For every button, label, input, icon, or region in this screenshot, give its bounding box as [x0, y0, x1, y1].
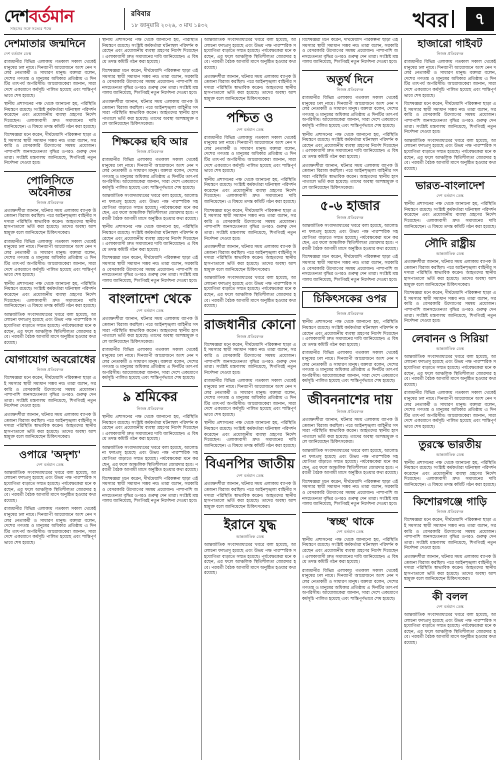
- article-body: আন্তর্জাতিক সংবাদমাধ্যমের খবরে বলা হয়েছে, আলোচনা ফলপ্রসূ হয়েছে এবং উভয় পক্ষ পারস্পরিক সহযোগিতা বাড়াতে সম্মত হয়েছে। পর্যবেক্ষকেরা মনে করছেন, এর ফলে আঞ্চলিক স্থিতিশীলতা জোরদার হবে। পরবর্তী বৈঠক আগামী মাসে অনুষ্ঠিত হওয়ার কথা রয়েছে।: [404, 138, 496, 172]
- article-byline: আন্তর্জাতিক ডেস্ক: [436, 251, 464, 257]
- article-headline[interactable]: চিকিৎসকের ওপর: [313, 293, 387, 306]
- article-headline[interactable]: বাংলাদেশ থেকে: [108, 292, 192, 308]
- article-headline[interactable]: জীবননাশের দায়: [307, 392, 393, 408]
- article-headline[interactable]: কী বলল: [432, 591, 468, 603]
- day-name: রবিবার: [131, 10, 151, 18]
- article-byline: আন্তর্জাতিক ডেস্ক: [436, 451, 464, 457]
- article-headline[interactable]: দেশমাতার জন্মদিনে: [4, 38, 86, 50]
- article[interactable]: [4, 175, 96, 347]
- article-headline[interactable]: রাজধানীর কোনো: [204, 317, 296, 333]
- article[interactable]: [204, 111, 296, 310]
- article-body: আন্তর্জাতিক সংবাদমাধ্যমের খবরে বলা হয়েছে, আলোচনা ফলপ্রসূ হয়েছে এবং উভয় পক্ষ পারস্পরিক সহযোগিতা বাড়াতে সম্মত হয়েছে। পর্যবেক্ষকেরা মনে করছেন, এর ফলে আঞ্চলিক স্থিতিশীলতা জোরদার হবে। পরবর্তী বৈঠক আগামী মাসে অনুষ্ঠিত হওয়ার কথা রয়েছে।: [302, 224, 398, 252]
- article[interactable]: [4, 38, 96, 167]
- article-body: রাজধানীর বিভিন্ন এলাকায় গতকাল সকাল থেকেই মানুষের ঢল নামে। দিনব্যাপী আয়োজনে অংশ নেন দলের নেতাকর্মী ও সাধারণ মানুষ। বক্তারা বলেন, দেশের গণতন্ত্র ও মানুষের অধিকার প্রতিষ্ঠায় এ দিনটির তাৎপর্য অপরিসীম। আয়োজকেরা জানান, সারা দেশে একযোগে কর্মসূচি পালিত হয়েছে এবং শান্তিপূর্ণভাবে শেষ হয়েছে।: [102, 348, 198, 382]
- article[interactable]: [404, 333, 496, 431]
- article[interactable]: [204, 518, 296, 577]
- article-body: রাজধানীর বিভিন্ন এলাকায় গতকাল সকাল থেকেই মানুষের ঢল নামে। দিনব্যাপী আয়োজনে অংশ নেন দলের নেতাকর্মী ও সাধারণ মানুষ। বক্তারা বলেন, দেশের গণতন্ত্র ও মানুষের অধিকার প্রতিষ্ঠায় এ দিনটির তাৎপর্য অপরিসীম। আয়োজকেরা জানান, সারা দেশে একযোগে কর্মসূচি পালিত হয়েছে এবং শান্তিপূর্ণভাবে শেষ হয়েছে।: [204, 135, 296, 175]
- article-body: স্থানীয় প্রশাসনের পক্ষ থেকে জানানো হয়, পরিস্থিতি নিয়ন্ত্রণে রয়েছে। সংশ্লিষ্ট কর্মকর্তারা ঘটনাস্থল পরিদর্শন করেছেন এবং প্রয়োজনীয় ব্যবস্থা গ্রহণের নির্দেশ দিয়েছেন। এলাকাবাসী দ্রুত সমাধানের দাবি জানিয়েছেন। এ বিষয়ে তদন্ত কমিটি গঠন করা হয়েছে।: [404, 202, 496, 230]
- article-body: স্থানীয় প্রশাসনের পক্ষ থেকে জানানো হয়, পরিস্থিতি নিয়ন্ত্রণে রয়েছে। সংশ্লিষ্ট কর্মকর্তারা ঘটনাস্থল পরিদর্শন করেছেন এবং প্রয়োজনীয় ব্যবস্থা গ্রহণের নির্দেশ দিয়েছেন। এলাকাবাসী দ্রুত সমাধানের দাবি জানিয়েছেন। এ বিষয়ে তদন্ত কমিটি গঠন করা হয়েছে।: [4, 281, 96, 310]
- article-body: আন্তর্জাতিক সংবাদমাধ্যমের খবরে বলা হয়েছে, আলোচনা ফলপ্রসূ হয়েছে এবং উভয় পক্ষ পারস্পরিক সহযোগিতা বাড়াতে সম্মত হয়েছে। পর্যবেক্ষকেরা মনে করছেন, এর ফলে আঞ্চলিক স্থিতিশীলতা জোরদার হবে। পরবর্তী বৈঠক আগামী মাসে অনুষ্ঠিত হওয়ার কথা রয়েছে।: [102, 445, 198, 474]
- divider: [404, 329, 496, 330]
- divider: [4, 171, 96, 172]
- article-body: আন্তর্জাতিক সংবাদমাধ্যমের খবরে বলা হয়েছে, আলোচনা ফলপ্রসূ হয়েছে এবং উভয় পক্ষ পারস্পরিক সহযোগিতা বাড়াতে সম্মত হয়েছে। পর্যবেক্ষকেরা মনে করছেন, এর ফলে আঞ্চলিক স্থিতিশীলতা জোরদার হবে। পরবর্তী বৈঠক আগামী মাসে অনুষ্ঠিত হওয়ার কথা রয়েছে।: [404, 354, 496, 388]
- date-line: ১৮ জানুয়ারি ২০২৬, ৩ মাঘ ১৪৩২: [131, 23, 209, 29]
- article-headline[interactable]: যোগাযোগ অবরোধের: [4, 354, 96, 367]
- article-body: বিশেষজ্ঞরা মনে করেন, দীর্ঘমেয়াদি পরিকল্পনা ছাড়া এই সমস্যার স্থায়ী সমাধান সম্ভব নয়। তারা বলেন, সরকারি ও বেসরকারি উদ্যোগের সমন্বয় প্রয়োজন। পাশাপাশি জনসচেতনতা বৃদ্ধির ওপরও গুরুত্ব দেন তারা। সংশ্লিষ্ট মন্ত্রণালয় জানিয়েছে, শিগগিরই নতুন নির্দেশনা দেওয়া হবে।: [4, 376, 96, 410]
- article-body: প্রত্যক্ষদর্শীরা জানান, ঘটনার সময় এলাকায় ব্যাপক উত্তেজনা বিরাজ করছিল। পরে আইনশৃঙ্খলা বাহিনীর সদস্যরা পরিস্থিতি স্বাভাবিক করেন। আহতদের স্থানীয় হাসপাতালে ভর্তি করা হয়েছে। তাদের অবস্থা আশঙ্কামুক্ত বলে জানিয়েছেন চিকিৎসকেরা।: [4, 208, 96, 237]
- divider: [4, 350, 96, 351]
- column-3: [204, 38, 296, 760]
- divider: [302, 195, 398, 196]
- article-byline: নিজস্ব প্রতিবেদক: [336, 408, 364, 414]
- article-body: স্থানীয় প্রশাসনের পক্ষ থেকে জানানো হয়, পরিস্থিতি নিয়ন্ত্রণে রয়েছে। সংশ্লিষ্ট কর্মকর্তারা ঘটনাস্থল পরিদর্শন করেছেন এবং প্রয়োজনীয় ব্যবস্থা গ্রহণের নির্দেশ দিয়েছেন। এলাকাবাসী দ্রুত সমাধানের দাবি জানিয়েছেন। এ বিষয়ে তদন্ত কমিটি গঠন করা হয়েছে।: [102, 225, 198, 253]
- column-rule: [401, 38, 402, 760]
- article-byline: আন্তর্জাতিক ডেস্ক: [236, 534, 264, 540]
- article-body: আন্তর্জাতিক সংবাদমাধ্যমের খবরে বলা হয়েছে, আলোচনা ফলপ্রসূ হয়েছে এবং উভয় পক্ষ পারস্পরিক সহযোগিতা বাড়াতে সম্মত হয়েছে। পর্যবেক্ষকেরা মনে করছেন, এর ফলে আঞ্চলিক স্থিতিশীলতা জোরদার হবে। পরবর্তী বৈঠক আগামী মাসে অনুষ্ঠিত হওয়ার কথা রয়েছে।: [204, 276, 296, 310]
- article-body: প্রত্যক্ষদর্শীরা জানান, ঘটনার সময় এলাকায় ব্যাপক উত্তেজনা বিরাজ করছিল। পরে আইনশৃঙ্খলা বাহিনীর সদস্যরা পরিস্থিতি স্বাভাবিক করেন। আহতদের স্থানীয় হাসপাতালে ভর্তি করা হয়েছে। তাদের অবস্থা আশঙ্কামুক্ত বলে জানিয়েছেন চিকিৎসকেরা।: [204, 74, 296, 102]
- masthead-separator: [452, 10, 454, 28]
- article-headline[interactable]: 'স্বচ্ছ' থাকে: [326, 515, 374, 528]
- article-body: রাজধানীর বিভিন্ন এলাকায় গতকাল সকাল থেকেই মানুষের ঢল নামে। দিনব্যাপী আয়োজনে অংশ নেন দলের নেতাকর্মী ও সাধারণ মানুষ। বক্তারা বলেন, দেশের গণতন্ত্র ও মানুষের অধিকার প্রতিষ্ঠায় এ দিনটির তাৎপর্য অপরিসীম। আয়োজকেরা জানান, সারা দেশে একযোগে কর্মসূচি পালিত হয়েছে এবং শান্তিপূর্ণভাবে শেষ হয়েছে।: [404, 391, 496, 430]
- divider: [204, 453, 296, 454]
- article-headline[interactable]: ওপারে 'অদৃশ্য': [19, 448, 81, 461]
- article-body: স্থানীয় প্রশাসনের পক্ষ থেকে জানানো হয়, পরিস্থিতি নিয়ন্ত্রণে রয়েছে। সংশ্লিষ্ট কর্মকর্তারা ঘটনাস্থল পরিদর্শন করেছেন এবং প্রয়োজনীয় ব্যবস্থা গ্রহণের নির্দেশ দিয়েছেন। এলাকাবাসী দ্রুত সমাধানের দাবি জানিয়েছেন। এ বিষয়ে তদন্ত কমিটি গঠন করা হয়েছে।: [204, 177, 296, 206]
- article-byline: আন্তর্জাতিক ডেস্ক: [436, 345, 464, 351]
- divider: [302, 512, 398, 513]
- article-body: স্থানীয় প্রশাসনের পক্ষ থেকে জানানো হয়, পরিস্থিতি নিয়ন্ত্রণে রয়েছে। সংশ্লিষ্ট কর্মকর্তারা ঘটনাস্থল পরিদর্শন করেছেন এবং প্রয়োজনীয় ব্যবস্থা গ্রহণের নির্দেশ দিয়েছেন। এলাকাবাসী দ্রুত সমাধানের দাবি জানিয়েছেন। এ বিষয়ে তদন্ত কমিটি গঠন করা হয়েছে।: [102, 414, 198, 443]
- article[interactable]: [4, 354, 96, 441]
- article[interactable]: [204, 457, 296, 510]
- article-body: রাজধানীর বিভিন্ন এলাকায় গতকাল সকাল থেকেই মানুষের ঢল নামে। দিনব্যাপী আয়োজনে অংশ নেন দলের নেতাকর্মী ও সাধারণ মানুষ। বক্তারা বলেন, দেশের গণতন্ত্র ও মানুষের অধিকার প্রতিষ্ঠায় এ দিনটির তাৎপর্য অপরিসীম। আয়োজকেরা জানান, সারা দেশে একযোগে কর্মসূচি পালিত হয়েছে এবং শান্তিপূর্ণভাবে শেষ হয়েছে।: [4, 60, 96, 99]
- article-body: প্রত্যক্ষদর্শীরা জানান, ঘটনার সময় এলাকায় ব্যাপক উত্তেজনা বিরাজ করছিল। পরে আইনশৃঙ্খলা বাহিনীর সদস্যরা পরিস্থিতি স্বাভাবিক করেন। আহতদের স্থানীয় হাসপাতালে ভর্তি করা হয়েছে। তাদের অবস্থা আশঙ্কামুক্ত বলে জানিয়েছেন চিকিৎসকেরা।: [404, 555, 496, 583]
- divider: [404, 587, 496, 588]
- article-byline: দেশ বর্তমান ডেস্ক: [436, 193, 464, 199]
- article-headline[interactable]: কিশোরগঞ্জে গাড়ি: [413, 496, 487, 509]
- logo-word-desh: দেশ: [4, 7, 29, 27]
- article-byline: নিজস্ব প্রতিবেদক: [136, 148, 164, 154]
- column-2: [102, 38, 198, 760]
- article-byline: নিজস্ব প্রতিবেদক: [36, 199, 64, 205]
- article-body: প্রত্যক্ষদর্শীরা জানান, ঘটনার সময় এলাকায় ব্যাপক উত্তেজনা বিরাজ করছিল। পরে আইনশৃঙ্খলা বাহিনীর সদস্যরা পরিস্থিতি স্বাভাবিক করেন। আহতদের স্থানীয় হাসপাতালে ভর্তি করা হয়েছে। তাদের অবস্থা আশঙ্কামুক্ত বলে জানিয়েছেন চিকিৎসকেরা।: [102, 99, 198, 128]
- article-body: আন্তর্জাতিক সংবাদমাধ্যমের খবরে বলা হয়েছে, আলোচনা ফলপ্রসূ হয়েছে এবং উভয় পক্ষ পারস্পরিক সহযোগিতা বাড়াতে সম্মত হয়েছে। পর্যবেক্ষকেরা মনে করছেন, এর ফলে আঞ্চলিক স্থিতিশীলতা জোরদার হবে। পরবর্তী বৈঠক আগামী মাসে অনুষ্ঠিত হওয়ার কথা রয়েছে।: [302, 448, 398, 477]
- article[interactable]: [102, 390, 198, 505]
- article[interactable]: [4, 449, 96, 547]
- divider: [102, 288, 198, 289]
- article[interactable]: [302, 393, 398, 508]
- article[interactable]: [404, 180, 496, 230]
- column-rule: [99, 38, 100, 760]
- article-byline: দেশ বর্তমান ডেস্ক: [4, 51, 32, 56]
- article-body: বিশেষজ্ঞরা মনে করেন, দীর্ঘমেয়াদি পরিকল্পনা ছাড়া এই সমস্যার স্থায়ী সমাধান সম্ভব নয়। তারা বলেন, সরকারি ও বেসরকারি উদ্যোগের সমন্বয় প্রয়োজন। পাশাপাশি জনসচেতনতা বৃদ্ধির ওপরও গুরুত্ব দেন তারা। সংশ্লিষ্ট মন্ত্রণালয় জানিয়েছে, শিগগিরই নতুন নির্দেশনা দেওয়া হবে।: [102, 68, 198, 97]
- article-body: রাজধানীর বিভিন্ন এলাকায় গতকাল সকাল থেকেই মানুষের ঢল নামে। দিনব্যাপী আয়োজনে অংশ নেন দলের নেতাকর্মী ও সাধারণ মানুষ। বক্তারা বলেন, দেশের গণতন্ত্র ও মানুষের অধিকার প্রতিষ্ঠায় এ দিনটির তাৎপর্য অপরিসীম। আয়োজকেরা জানান, সারা দেশে একযোগে কর্মসূচি পালিত হয়েছে এবং শান্তিপূর্ণভাবে শেষ হয়েছে।: [404, 60, 496, 99]
- article-byline: দেশ বর্তমান ডেস্ক: [36, 461, 64, 467]
- article-body: আন্তর্জাতিক সংবাদমাধ্যমের খবরে বলা হয়েছে, আলোচনা ফলপ্রসূ হয়েছে এবং উভয় পক্ষ পারস্পরিক সহযোগিতা বাড়াতে সম্মত হয়েছে। পর্যবেক্ষকেরা মনে করছেন, এর ফলে আঞ্চলিক স্থিতিশীলতা জোরদার হবে। পরবর্তী বৈঠক আগামী মাসে অনুষ্ঠিত হওয়ার কথা রয়েছে।: [4, 312, 96, 346]
- divider: [102, 386, 198, 387]
- divider: [404, 176, 496, 177]
- article-body: স্থানীয় প্রশাসনের পক্ষ থেকে জানানো হয়, পরিস্থিতি নিয়ন্ত্রণে রয়েছে। সংশ্লিষ্ট কর্মকর্তারা ঘটনাস্থল পরিদর্শন করেছেন এবং প্রয়োজনীয় ব্যবস্থা গ্রহণের নির্দেশ দিয়েছেন। এলাকাবাসী দ্রুত সমাধানের দাবি জানিয়েছেন। এ বিষয়ে তদন্ত কমিটি গঠন করা হয়েছে।: [302, 320, 398, 348]
- article-body: বিশেষজ্ঞরা মনে করেন, দীর্ঘমেয়াদি পরিকল্পনা ছাড়া এই সমস্যার স্থায়ী সমাধান সম্ভব নয়। তারা বলেন, সরকারি ও বেসরকারি উদ্যোগের সমন্বয় প্রয়োজন। পাশাপাশি জনসচেতনতা বৃদ্ধির ওপরও গুরুত্ব দেন তারা। সংশ্লিষ্ট মন্ত্রণালয় জানিয়েছে, শিগগিরই নতুন নির্দেশনা দেওয়া হবে।: [404, 102, 496, 136]
- article-headline[interactable]: সৌদি রাষ্ট্রীয়: [424, 238, 476, 251]
- article-byline: নিজস্ব প্রতিবেদক: [336, 215, 364, 221]
- article-byline: নিজস্ব প্রতিবেদক: [436, 509, 464, 515]
- article[interactable]: [302, 74, 398, 192]
- article[interactable]: [404, 591, 496, 647]
- article-body: রাজধানীর বিভিন্ন এলাকায় গতকাল সকাল থেকেই মানুষের ঢল নামে। দিনব্যাপী আয়োজনে অংশ নেন দলের নেতাকর্মী ও সাধারণ মানুষ। বক্তারা বলেন, দেশের গণতন্ত্র ও মানুষের অধিকার প্রতিষ্ঠায় এ দিনটির তাৎপর্য অপরিসীম। আয়োজকেরা জানান, সারা দেশে একযোগে কর্মসূচি পালিত হয়েছে এবং শান্তিপূর্ণভাবে শেষ হয়েছে।: [4, 507, 96, 546]
- divider: [302, 389, 398, 390]
- article-body: রাজধানীর বিভিন্ন এলাকায় গতকাল সকাল থেকেই মানুষের ঢল নামে। দিনব্যাপী আয়োজনে অংশ নেন দলের নেতাকর্মী ও সাধারণ মানুষ। বক্তারা বলেন, দেশের গণতন্ত্র ও মানুষের অধিকার প্রতিষ্ঠায় এ দিনটির তাৎপর্য অপরিসীম। আয়োজকেরা জানান, সারা দেশে একযোগে কর্মসূচি পালিত হয়েছে এবং শান্তিপূর্ণভাবে শেষ হয়েছে।: [102, 157, 198, 191]
- article-body: প্রত্যক্ষদর্শীরা জানান, ঘটনার সময় এলাকায় ব্যাপক উত্তেজনা বিরাজ করছিল। পরে আইনশৃঙ্খলা বাহিনীর সদস্যরা পরিস্থিতি স্বাভাবিক করেন। আহতদের স্থানীয় হাসপাতালে ভর্তি করা হয়েছে। তাদের অবস্থা আশঙ্কামুক্ত বলে জানিয়েছেন চিকিৎসকেরা।: [204, 482, 296, 510]
- divider: [204, 314, 296, 315]
- article-body: স্থানীয় প্রশাসনের পক্ষ থেকে জানানো হয়, পরিস্থিতি নিয়ন্ত্রণে রয়েছে। সংশ্লিষ্ট কর্মকর্তারা ঘটনাস্থল পরিদর্শন করেছেন এবং প্রয়োজনীয় ব্যবস্থা গ্রহণের নির্দেশ দিয়েছেন। এলাকাবাসী দ্রুত সমাধানের দাবি জানিয়েছেন। এ বিষয়ে তদন্ত কমিটি গঠন করা হয়েছে।: [204, 421, 296, 449]
- column-rule: [201, 38, 202, 760]
- divider: [204, 107, 296, 108]
- page-number-badge: ৭: [466, 7, 494, 31]
- article-body: স্থানীয় প্রশাসনের পক্ষ থেকে জানানো হয়, পরিস্থিতি নিয়ন্ত্রণে রয়েছে। সংশ্লিষ্ট কর্মকর্তারা ঘটনাস্থল পরিদর্শন করেছেন এবং প্রয়োজনীয় ব্যবস্থা গ্রহণের নির্দেশ দিয়েছেন। এলাকাবাসী দ্রুত সমাধানের দাবি জানিয়েছেন। এ বিষয়ে তদন্ত কমিটি গঠন করা হয়েছে।: [102, 38, 198, 66]
- article-body: আন্তর্জাতিক সংবাদমাধ্যমের খবরে বলা হয়েছে, আলোচনা ফলপ্রসূ হয়েছে এবং উভয় পক্ষ পারস্পরিক সহযোগিতা বাড়াতে সম্মত হয়েছে। পর্যবেক্ষকেরা মনে করছেন, এর ফলে আঞ্চলিক স্থিতিশীলতা জোরদার হবে। পরবর্তী বৈঠক আগামী মাসে অনুষ্ঠিত হওয়ার কথা রয়েছে।: [204, 543, 296, 577]
- article-byline: নিজস্ব প্রতিবেদক: [236, 333, 264, 339]
- article-body: বিশেষজ্ঞরা মনে করেন, দীর্ঘমেয়াদি পরিকল্পনা ছাড়া এই সমস্যার স্থায়ী সমাধান সম্ভব নয়। তারা বলেন, সরকারি ও বেসরকারি উদ্যোগের সমন্বয় প্রয়োজন। পাশাপাশি জনসচেতনতা বৃদ্ধির ওপরও গুরুত্ব দেন তারা। সংশ্লিষ্ট মন্ত্রণালয় জানিয়েছে, শিগগিরই নতুন নির্দেশনা দেওয়া হবে।: [302, 479, 398, 508]
- divider: [404, 234, 496, 235]
- article-byline: দেশ বর্তমান ডেস্ক: [336, 528, 364, 534]
- article-byline: দেশ বর্তমান ডেস্ক: [236, 473, 264, 479]
- article-body: প্রত্যক্ষদর্শীরা জানান, ঘটনার সময় এলাকায় ব্যাপক উত্তেজনা বিরাজ করছিল। পরে আইনশৃঙ্খলা বাহিনীর সদস্যরা পরিস্থিতি স্বাভাবিক করেন। আহতদের স্থানীয় হাসপাতালে ভর্তি করা হয়েছে। তাদের অবস্থা আশঙ্কামুক্ত বলে জানিয়েছেন চিকিৎসকেরা।: [4, 412, 96, 441]
- article-body: রাজধানীর বিভিন্ন এলাকায় গতকাল সকাল থেকেই মানুষের ঢল নামে। দিনব্যাপী আয়োজনে অংশ নেন দলের নেতাকর্মী ও সাধারণ মানুষ। বক্তারা বলেন, দেশের গণতন্ত্র ও মানুষের অধিকার প্রতিষ্ঠায় এ দিনটির তাৎপর্য অপরিসীম। আয়োজকেরা জানান, সারা দেশে একযোগে কর্মসূচি পালিত হয়েছে এবং শান্তিপূর্ণভাবে শেষ হয়েছে।: [302, 568, 398, 602]
- article-headline[interactable]: হাজারো গাইবট: [417, 38, 483, 50]
- article-body: বিশেষজ্ঞরা মনে করেন, দীর্ঘমেয়াদি পরিকল্পনা ছাড়া এই সমস্যার স্থায়ী সমাধান সম্ভব নয়। তারা বলেন, সরকারি ও বেসরকারি উদ্যোগের সমন্বয় প্রয়োজন। পাশাপাশি জনসচেতনতা বৃদ্ধির ওপরও গুরুত্ব দেন তারা। সংশ্লিষ্ট মন্ত্রণালয় জানিয়েছে, শিগগিরই নতুন নির্দেশনা দেওয়া হবে।: [102, 476, 198, 505]
- article-body: প্রত্যক্ষদর্শীরা জানান, ঘটনার সময় এলাকায় ব্যাপক উত্তেজনা বিরাজ করছিল। পরে আইনশৃঙ্খলা বাহিনীর সদস্যরা পরিস্থিতি স্বাভাবিক করেন। আহতদের স্থানীয় হাসপাতালে ভর্তি করা হয়েছে। তাদের অবস্থা আশঙ্কামুক্ত বলে জানিয়েছেন চিকিৎসকেরা।: [302, 163, 398, 191]
- masthead: [4, 4, 496, 35]
- article-body: আন্তর্জাতিক সংবাদমাধ্যমের খবরে বলা হয়েছে, আলোচনা ফলপ্রসূ হয়েছে এবং উভয় পক্ষ পারস্পরিক সহযোগিতা বাড়াতে সম্মত হয়েছে। পর্যবেক্ষকেরা মনে করছেন, এর ফলে আঞ্চলিক স্থিতিশীলতা জোরদার হবে। পরবর্তী বৈঠক আগামী মাসে অনুষ্ঠিত হওয়ার কথা রয়েছে।: [404, 613, 496, 646]
- headline-box: [302, 291, 398, 308]
- article-byline: দেশ বর্তমান ডেস্ক: [236, 126, 264, 132]
- tagline: সাহসের সঙ্গে সত্যের পক্ষে: [10, 26, 52, 31]
- article-body: আন্তর্জাতিক সংবাদমাধ্যমের খবরে বলা হয়েছে, আলোচনা ফলপ্রসূ হয়েছে এবং উভয় পক্ষ পারস্পরিক সহযোগিতা বাড়াতে সম্মত হয়েছে। পর্যবেক্ষকেরা মনে করছেন, এর ফলে আঞ্চলিক স্থিতিশীলতা জোরদার হবে। পরবর্তী বৈঠক আগামী মাসে অনুষ্ঠিত হওয়ার কথা রয়েছে।: [102, 194, 198, 222]
- article[interactable]: [204, 318, 296, 450]
- article-body: স্থানীয় প্রশাসনের পক্ষ থেকে জানানো হয়, পরিস্থিতি নিয়ন্ত্রণে রয়েছে। সংশ্লিষ্ট কর্মকর্তারা ঘটনাস্থল পরিদর্শন করেছেন এবং প্রয়োজনীয় ব্যবস্থা গ্রহণের নির্দেশ দিয়েছেন। এলাকাবাসী দ্রুত সমাধানের দাবি জানিয়েছেন। এ বিষয়ে তদন্ত কমিটি গঠন করা হয়েছে।: [4, 102, 96, 130]
- article-body: বিশেষজ্ঞরা মনে করেন, দীর্ঘমেয়াদি পরিকল্পনা ছাড়া এই সমস্যার স্থায়ী সমাধান সম্ভব নয়। তারা বলেন, সরকারি ও বেসরকারি উদ্যোগের সমন্বয় প্রয়োজন। পাশাপাশি জনসচেতনতা বৃদ্ধির ওপরও গুরুত্ব দেন তারা। সংশ্লিষ্ট মন্ত্রণালয় জানিয়েছে, শিগগিরই নতুন নির্দেশনা দেওয়া হবে।: [204, 342, 296, 376]
- divider: [404, 492, 496, 493]
- article-headline[interactable]: পশ্চিত ও: [226, 110, 274, 126]
- article-body: বিশেষজ্ঞরা মনে করেন, দীর্ঘমেয়াদি পরিকল্পনা ছাড়া এই সমস্যার স্থায়ী সমাধান সম্ভব নয়। তারা বলেন, সরকারি ও বেসরকারি উদ্যোগের সমন্বয় প্রয়োজন। পাশাপাশি জনসচেতনতা বৃদ্ধির ওপরও গুরুত্ব দেন তারা। সংশ্লিষ্ট মন্ত্রণালয় জানিয়েছে, শিগগিরই নতুন নির্দেশনা দেওয়া হবে।: [4, 133, 96, 167]
- article-body: প্রত্যক্ষদর্শীরা জানান, ঘটনার সময় এলাকায় ব্যাপক উত্তেজনা বিরাজ করছিল। পরে আইনশৃঙ্খলা বাহিনীর সদস্যরা পরিস্থিতি স্বাভাবিক করেন। আহতদের স্থানীয় হাসপাতালে ভর্তি করা হয়েছে। তাদের অবস্থা আশঙ্কামুক্ত বলে জানিয়েছেন চিকিৎসকেরা।: [404, 260, 496, 288]
- article[interactable]: [404, 439, 496, 489]
- article-headline[interactable]: ভারত-বাংলাদেশ: [415, 180, 485, 193]
- column-4: [302, 38, 398, 760]
- article[interactable]: [302, 199, 398, 283]
- article[interactable]: [404, 238, 496, 325]
- article-byline: নিজস্ব প্রতিবেদক: [436, 51, 464, 56]
- logo-word-bortoman: বর্তমান: [28, 7, 74, 27]
- article-body: প্রত্যক্ষদর্শীরা জানান, ঘটনার সময় এলাকায় ব্যাপক উত্তেজনা বিরাজ করছিল। পরে আইনশৃঙ্খলা বাহিনীর সদস্যরা পরিস্থিতি স্বাভাবিক করেন। আহতদের স্থানীয় হাসপাতালে ভর্তি করা হয়েছে। তাদের অবস্থা আশঙ্কামুক্ত বলে জানিয়েছেন চিকিৎসকেরা।: [302, 417, 398, 446]
- column-rule: [299, 38, 300, 760]
- article-byline: নিজস্ব প্রতিবেদক: [136, 405, 164, 411]
- article-headline[interactable]: অতুর্থ দিনে: [326, 73, 374, 86]
- article-headline[interactable]: ৯ শ্রমিকের: [122, 389, 178, 405]
- article[interactable]: [302, 516, 398, 603]
- divider: [204, 514, 296, 515]
- section-title: খবর: [412, 8, 448, 32]
- article-body: স্থানীয় প্রশাসনের পক্ষ থেকে জানানো হয়, পরিস্থিতি নিয়ন্ত্রণে রয়েছে। সংশ্লিষ্ট কর্মকর্তারা ঘটনাস্থল পরিদর্শন করেছেন এবং প্রয়োজনীয় ব্যবস্থা গ্রহণের নির্দেশ দিয়েছেন। এলাকাবাসী দ্রুত সমাধানের দাবি জানিয়েছেন। এ বিষয়ে তদন্ত কমিটি গঠন করা হয়েছে।: [302, 537, 398, 566]
- article-body: বিশেষজ্ঞরা মনে করেন, দীর্ঘমেয়াদি পরিকল্পনা ছাড়া এই সমস্যার স্থায়ী সমাধান সম্ভব নয়। তারা বলেন, সরকারি ও বেসরকারি উদ্যোগের সমন্বয় প্রয়োজন। পাশাপাশি জনসচেতনতা বৃদ্ধির ওপরও গুরুত্ব দেন তারা। সংশ্লিষ্ট মন্ত্রণালয় জানিয়েছে, শিগগিরই নতুন নির্দেশনা দেওয়া হবে।: [102, 256, 198, 284]
- article-headline[interactable]: শিক্ষকের ছবি আর: [112, 135, 188, 148]
- article-headline[interactable]: ইরানে যুদ্ধ: [223, 518, 277, 534]
- divider: [302, 287, 398, 288]
- article-byline: দেশ বর্তমান ডেস্ক: [436, 604, 464, 609]
- article[interactable]: [404, 496, 496, 583]
- article-byline: নিজস্ব প্রতিবেদক: [336, 311, 364, 317]
- article[interactable]: [404, 38, 496, 172]
- article-byline: নিজস্ব প্রতিবেদক: [336, 86, 364, 92]
- article-body: স্থানীয় প্রশাসনের পক্ষ থেকে জানানো হয়, পরিস্থিতি নিয়ন্ত্রণে রয়েছে। সংশ্লিষ্ট কর্মকর্তারা ঘটনাস্থল পরিদর্শন করেছেন এবং প্রয়োজনীয় ব্যবস্থা গ্রহণের নির্দেশ দিয়েছেন। এলাকাবাসী দ্রুত সমাধানের দাবি জানিয়েছেন। এ বিষয়ে তদন্ত কমিটি গঠন করা হয়েছে।: [302, 132, 398, 160]
- article-body: বিশেষজ্ঞরা মনে করেন, দীর্ঘমেয়াদি পরিকল্পনা ছাড়া এই সমস্যার স্থায়ী সমাধান সম্ভব নয়। তারা বলেন, সরকারি ও বেসরকারি উদ্যোগের সমন্বয় প্রয়োজন। পাশাপাশি জনসচেতনতা বৃদ্ধির ওপরও গুরুত্ব দেন তারা। সংশ্লিষ্ট মন্ত্রণালয় জানিয়েছে, শিগগিরই নতুন নির্দেশনা দেওয়া হবে।: [404, 291, 496, 325]
- article-headline[interactable]: লেবানন ও সিরিয়া: [411, 332, 489, 345]
- article-body: বিশেষজ্ঞরা মনে করেন, দীর্ঘমেয়াদি পরিকল্পনা ছাড়া এই সমস্যার স্থায়ী সমাধান সম্ভব নয়। তারা বলেন, সরকারি ও বেসরকারি উদ্যোগের সমন্বয় প্রয়োজন। পাশাপাশি জনসচেতনতা বৃদ্ধির ওপরও গুরুত্ব দেন তারা। সংশ্লিষ্ট মন্ত্রণালয় জানিয়েছে, শিগগিরই নতুন নির্দেশনা দেওয়া হবে।: [404, 518, 496, 552]
- article-body: রাজধানীর বিভিন্ন এলাকায় গতকাল সকাল থেকেই মানুষের ঢল নামে। দিনব্যাপী আয়োজনে অংশ নেন দলের নেতাকর্মী ও সাধারণ মানুষ। বক্তারা বলেন, দেশের গণতন্ত্র ও মানুষের অধিকার প্রতিষ্ঠায় এ দিনটির তাৎপর্য অপরিসীম। আয়োজকেরা জানান, সারা দেশে একযোগে কর্মসূচি পালিত হয়েছে এবং শান্তিপূর্ণভাবে শেষ হয়েছে।: [204, 379, 296, 418]
- article-byline: নিজস্ব প্রতিবেদক: [36, 367, 64, 373]
- article-body: বিশেষজ্ঞরা মনে করেন, দীর্ঘমেয়াদি পরিকল্পনা ছাড়া এই সমস্যার স্থায়ী সমাধান সম্ভব নয়। তারা বলেন, সরকারি ও বেসরকারি উদ্যোগের সমন্বয় প্রয়োজন। পাশাপাশি জনসচেতনতা বৃদ্ধির ওপরও গুরুত্ব দেন তারা। সংশ্লিষ্ট মন্ত্রণালয় জানিয়েছে, শিগগিরই নতুন নির্দেশনা দেওয়া হবে।: [204, 208, 296, 242]
- article-byline: দেশ বর্তমান ডেস্ক: [136, 308, 164, 314]
- column-5: [404, 38, 496, 760]
- article-body: আন্তর্জাতিক সংবাদমাধ্যমের খবরে বলা হয়েছে, আলোচনা ফলপ্রসূ হয়েছে এবং উভয় পক্ষ পারস্পরিক সহযোগিতা বাড়াতে সম্মত হয়েছে। পর্যবেক্ষকেরা মনে করছেন, এর ফলে আঞ্চলিক স্থিতিশীলতা জোরদার হবে। পরবর্তী বৈঠক আগামী মাসে অনুষ্ঠিত হওয়ার কথা রয়েছে।: [4, 470, 96, 504]
- article-headline[interactable]: পোলিসিতে অবৈনীতর: [26, 174, 74, 199]
- article[interactable]: [302, 291, 398, 385]
- article[interactable]: [102, 136, 198, 284]
- divider: [4, 445, 96, 446]
- article-body: আন্তর্জাতিক সংবাদমাধ্যমের খবরে বলা হয়েছে, আলোচনা ফলপ্রসূ হয়েছে এবং উভয় পক্ষ পারস্পরিক সহযোগিতা বাড়াতে সম্মত হয়েছে। পর্যবেক্ষকেরা মনে করছেন, এর ফলে আঞ্চলিক স্থিতিশীলতা জোরদার হবে। পরবর্তী বৈঠক আগামী মাসে অনুষ্ঠিত হওয়ার কথা রয়েছে।: [204, 38, 296, 71]
- article[interactable]: [102, 292, 198, 382]
- article-headline[interactable]: তুরস্কে ভারতীয়: [418, 438, 482, 451]
- divider: [302, 70, 398, 71]
- article-body: প্রত্যক্ষদর্শীরা জানান, ঘটনার সময় এলাকায় ব্যাপক উত্তেজনা বিরাজ করছিল। পরে আইনশৃঙ্খলা বাহিনীর সদস্যরা পরিস্থিতি স্বাভাবিক করেন। আহতদের স্থানীয় হাসপাতালে ভর্তি করা হয়েছে। তাদের অবস্থা আশঙ্কামুক্ত বলে জানিয়েছেন চিকিৎসকেরা।: [204, 245, 296, 273]
- divider: [102, 132, 198, 133]
- article-headline[interactable]: বিএনপির জাতীয়: [205, 457, 295, 473]
- article-body: বিশেষজ্ঞরা মনে করেন, দীর্ঘমেয়াদি পরিকল্পনা ছাড়া এই সমস্যার স্থায়ী সমাধান সম্ভব নয়। তারা বলেন, সরকারি ও বেসরকারি উদ্যোগের সমন্বয় প্রয়োজন। পাশাপাশি জনসচেতনতা বৃদ্ধির ওপরও গুরুত্ব দেন তারা। সংশ্লিষ্ট মন্ত্রণালয় জানিয়েছে, শিগগিরই নতুন নির্দেশনা দেওয়া হবে।: [302, 38, 398, 66]
- article-body: বিশেষজ্ঞরা মনে করেন, দীর্ঘমেয়াদি পরিকল্পনা ছাড়া এই সমস্যার স্থায়ী সমাধান সম্ভব নয়। তারা বলেন, সরকারি ও বেসরকারি উদ্যোগের সমন্বয় প্রয়োজন। পাশাপাশি জনসচেতনতা বৃদ্ধির ওপরও গুরুত্ব দেন তারা। সংশ্লিষ্ট মন্ত্রণালয় জানিয়েছে, শিগগিরই নতুন নির্দেশনা দেওয়া হবে।: [302, 255, 398, 283]
- article-body: রাজধানীর বিভিন্ন এলাকায় গতকাল সকাল থেকেই মানুষের ঢল নামে। দিনব্যাপী আয়োজনে অংশ নেন দলের নেতাকর্মী ও সাধারণ মানুষ। বক্তারা বলেন, দেশের গণতন্ত্র ও মানুষের অধিকার প্রতিষ্ঠায় এ দিনটির তাৎপর্য অপরিসীম। আয়োজকেরা জানান, সারা দেশে একযোগে কর্মসূচি পালিত হয়েছে এবং শান্তিপূর্ণভাবে শেষ হয়েছে।: [302, 95, 398, 129]
- article-body: স্থানীয় প্রশাসনের পক্ষ থেকে জানানো হয়, পরিস্থিতি নিয়ন্ত্রণে রয়েছে। সংশ্লিষ্ট কর্মকর্তারা ঘটনাস্থল পরিদর্শন করেছেন এবং প্রয়োজনীয় ব্যবস্থা গ্রহণের নির্দেশ দিয়েছেন। এলাকাবাসী দ্রুত সমাধানের দাবি জানিয়েছেন। এ বিষয়ে তদন্ত কমিটি গঠন করা হয়েছে।: [404, 460, 496, 488]
- article-body: প্রত্যক্ষদর্শীরা জানান, ঘটনার সময় এলাকায় ব্যাপক উত্তেজনা বিরাজ করছিল। পরে আইনশৃঙ্খলা বাহিনীর সদস্যরা পরিস্থিতি স্বাভাবিক করেন। আহতদের স্থানীয় হাসপাতালে ভর্তি করা হয়েছে। তাদের অবস্থা আশঙ্কামুক্ত বলে জানিয়েছেন চিকিৎসকেরা।: [102, 317, 198, 345]
- divider: [404, 435, 496, 436]
- article-body: রাজধানীর বিভিন্ন এলাকায় গতকাল সকাল থেকেই মানুষের ঢল নামে। দিনব্যাপী আয়োজনে অংশ নেন দলের নেতাকর্মী ও সাধারণ মানুষ। বক্তারা বলেন, দেশের গণতন্ত্র ও মানুষের অধিকার প্রতিষ্ঠায় এ দিনটির তাৎপর্য অপরিসীম। আয়োজকেরা জানান, সারা দেশে একযোগে কর্মসূচি পালিত হয়েছে এবং শান্তিপূর্ণভাবে শেষ হয়েছে।: [4, 239, 96, 279]
- date-block: [124, 8, 208, 30]
- article-body: রাজধানীর বিভিন্ন এলাকায় গতকাল সকাল থেকেই মানুষের ঢল নামে। দিনব্যাপী আয়োজনে অংশ নেন দলের নেতাকর্মী ও সাধারণ মানুষ। বক্তারা বলেন, দেশের গণতন্ত্র ও মানুষের অধিকার প্রতিষ্ঠায় এ দিনটির তাৎপর্য অপরিসীম। আয়োজকেরা জানান, সারা দেশে একযোগে কর্মসূচি পালিত হয়েছে এবং শান্তিপূর্ণভাবে শেষ হয়েছে।: [302, 351, 398, 385]
- column-1: [4, 38, 96, 760]
- article-headline[interactable]: ৫-৬ হাজার: [320, 199, 380, 215]
